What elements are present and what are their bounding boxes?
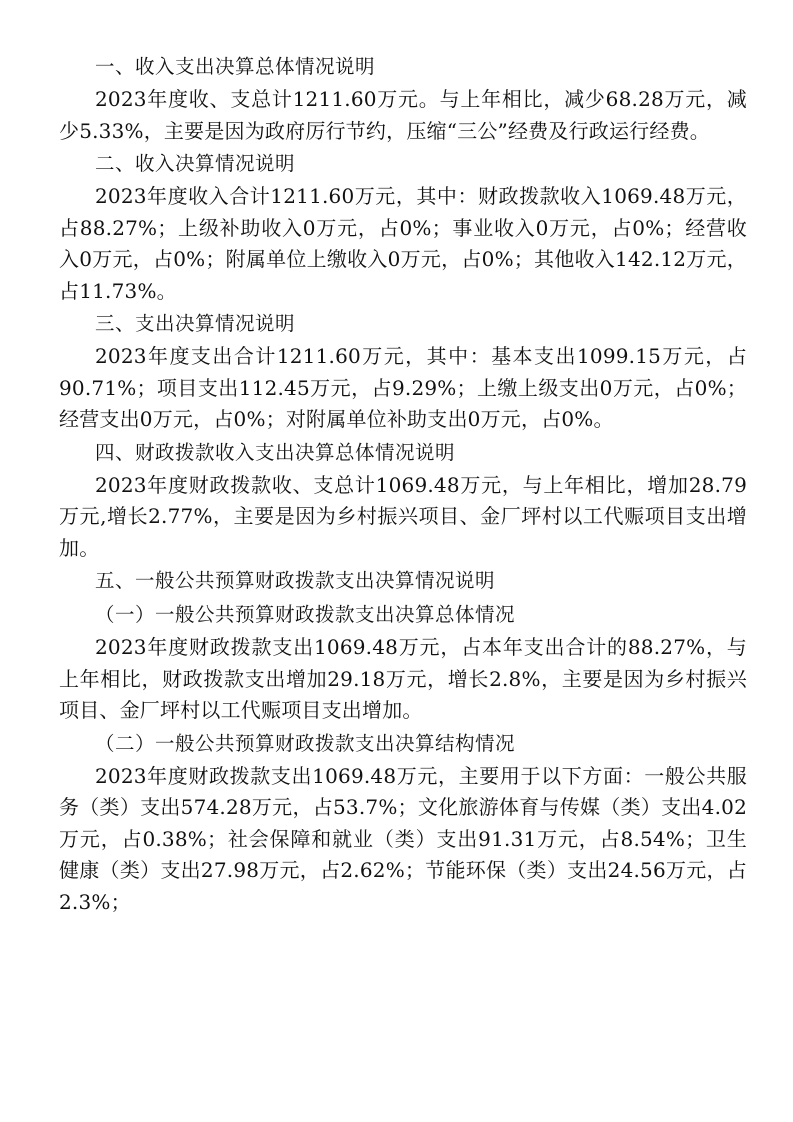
paragraph-income: 2023年度收入合计1211.60万元，其中：财政拨款收入1069.48万元，占88.27%；上级补助收入0万元，占0%；事业收入0万元，占0%；经营收入0万元，占0%；附属单位上缴收入0万元，占0%；其他收入142.12万元，占11.73%。 [59,184,747,303]
paragraph-fiscal-appropriation-overview: 2023年度财政拨款收、支总计1069.48万元，与上年相比，增加28.79万元,增长2.77%，主要是因为乡村振兴项目、金厂坪村以工代赈项目支出增加。 [59,472,747,560]
subheading-general-budget-overall: （一）一般公共预算财政拨款支出决算总体情况 [95,603,516,626]
paragraph-expenditure: 2023年度支出合计1211.60万元，其中：基本支出1099.15万元，占90.71%；项目支出112.45万元，占9.29%；上缴上级支出0万元，占0%；经营支出0万元，占0%；对附属单位补助支出0万元，占0%。 [59,344,747,431]
heading-income-expenditure-overview: 一、收入支出决算总体情况说明 [95,55,376,78]
heading-expenditure: 三、支出决算情况说明 [95,312,296,335]
subheading-general-budget-structure: （二）一般公共预算财政拨款支出决算结构情况 [95,731,516,755]
paragraph-general-budget-overall: 2023年度财政拨款支出1069.48万元，占本年支出合计的88.27%，与上年相比，财政拨款支出增加29.18万元，增长2.8%，主要是因为乡村振兴项目、金厂坪村以工代赈项目支出增加。 [59,635,747,722]
heading-income: 二、收入决算情况说明 [95,152,296,175]
heading-fiscal-appropriation-overview: 四、财政拨款收入支出决算总体情况说明 [95,440,456,464]
heading-general-public-budget: 五、一般公共预算财政拨款支出决算情况说明 [95,569,496,592]
paragraph-income-expenditure-overview: 2023年度收、支总计1211.60万元。与上年相比，减少68.28万元，减少5.33%，主要是因为政府厉行节约，压缩“三公”经费及行政运行经费。 [59,87,747,143]
paragraph-general-budget-structure: 2023年度财政拨款支出1069.48万元，主要用于以下方面：一般公共服务（类）支出574.28万元，占53.7%；文化旅游体育与传媒（类）支出4.02万元，占0.38%；社会保障和就业（类）支出91.31万元，占8.54%；卫生健康（类）支出27.98万元，占2.62%；节能环保（类）支出24.56万元，占2.3%； [59,763,747,914]
